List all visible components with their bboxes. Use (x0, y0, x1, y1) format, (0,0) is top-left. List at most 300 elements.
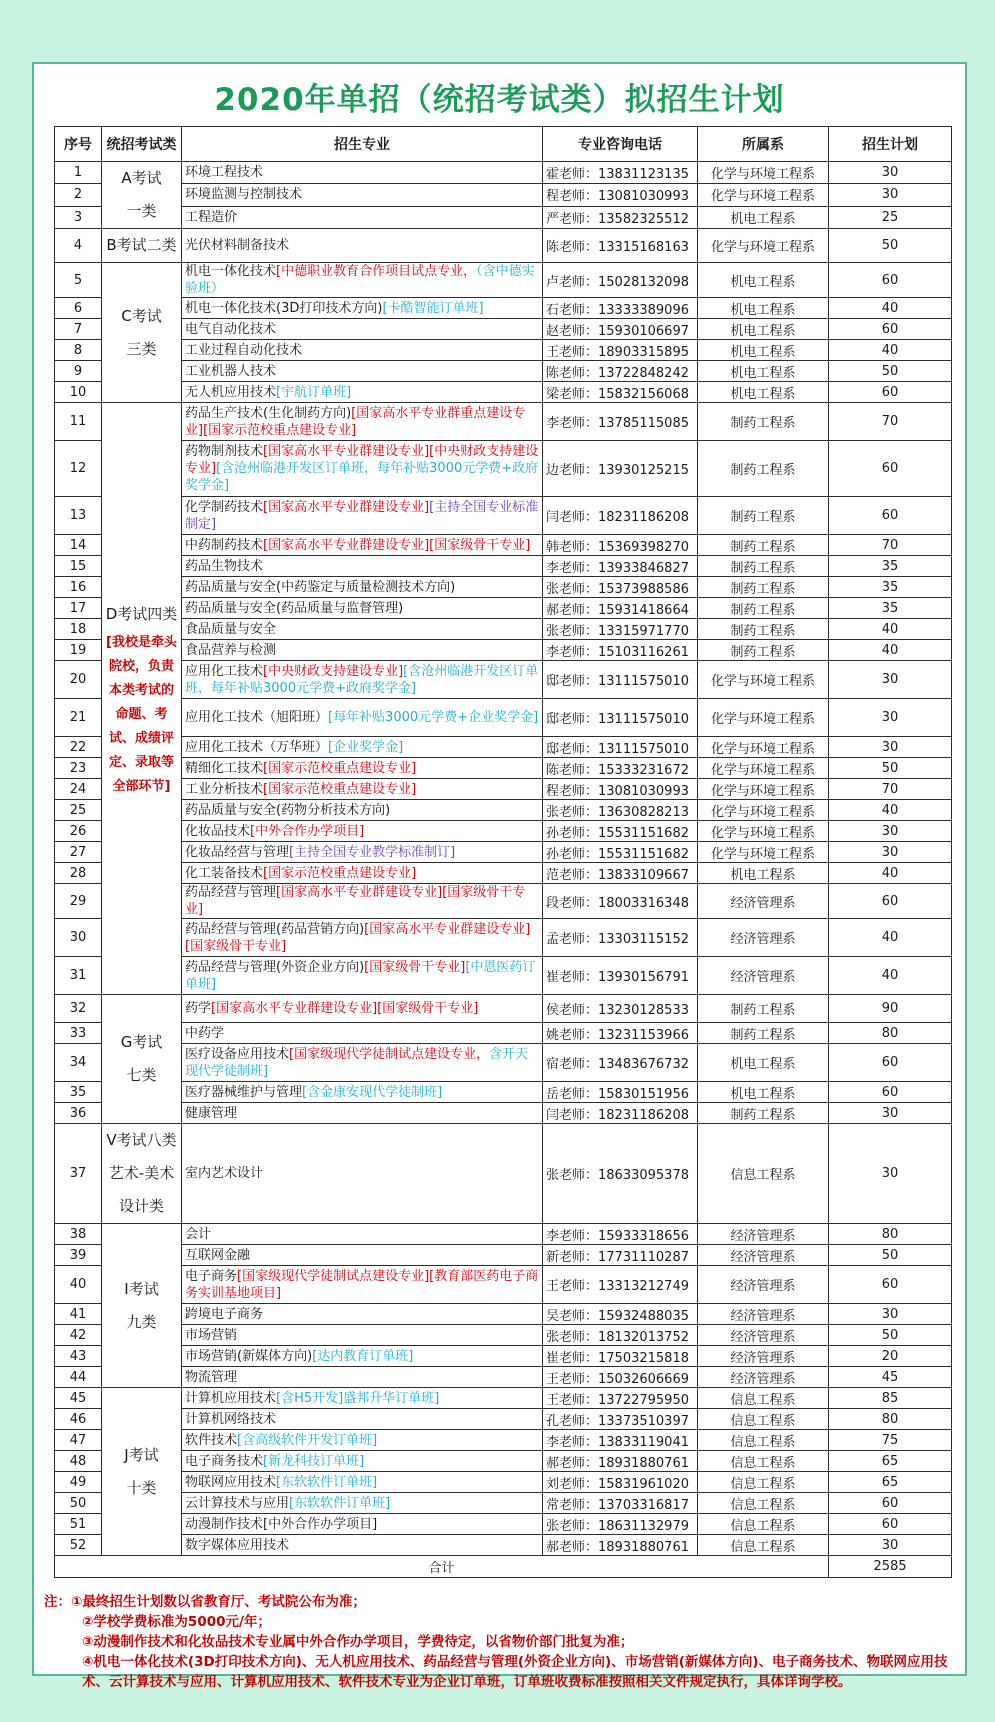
contact-phone: 郝老师：18931880761 (543, 1451, 698, 1472)
major-note: [国家高水平专业群建设专业] (263, 499, 430, 515)
major-note: [国家高水平专业群建设专业][国家级骨干专业] (211, 1001, 479, 1016)
contact-phone: 赵老师：15930106697 (543, 319, 698, 340)
major-cell (182, 699, 543, 737)
major-cell (182, 1346, 543, 1367)
contact-phone: 张老师：13315971770 (543, 619, 698, 640)
contact-phone: 孔老师：13373510397 (543, 1409, 698, 1430)
major-name: 精细化工技术 (185, 760, 264, 776)
row-number: 20 (55, 661, 102, 699)
major-cell (182, 535, 543, 556)
row-number: 7 (55, 319, 102, 340)
major-name: 室内艺术设计 (185, 1166, 264, 1181)
major-name: 应用化工技术（万华班） (185, 739, 329, 755)
note-3: ③动漫制作技术和化妆品技术专业属中外合作办学项目，学费待定，以省物价部门批复为准； (82, 1634, 634, 1650)
department: 制药工程系 (698, 577, 829, 598)
row-number: 37 (55, 1124, 102, 1224)
category-label: D考试四类 (105, 605, 178, 623)
table-row (55, 1266, 952, 1304)
row-number: 39 (55, 1245, 102, 1266)
row-number: 48 (55, 1451, 102, 1472)
department: 经济管理系 (698, 1325, 829, 1346)
contact-phone: 王老师：15032606669 (543, 1367, 698, 1388)
contact-phone: 崔老师：17503215818 (543, 1346, 698, 1367)
major-name: 化工装备技术 (185, 865, 264, 881)
major-cell (182, 441, 543, 497)
row-number: 34 (55, 1044, 102, 1082)
row-number: 4 (55, 229, 102, 263)
major-note: [含高级软件开发订单班] (237, 1432, 378, 1448)
plan-count: 20 (829, 1346, 952, 1367)
contact-phone: 李老师：15933318656 (543, 1224, 698, 1245)
category-label: 七类 (126, 1066, 157, 1084)
row-number: 15 (55, 556, 102, 577)
department: 制药工程系 (698, 598, 829, 619)
plan-count: 30 (829, 661, 952, 699)
category-note: 命题、考 (115, 707, 168, 722)
category-label: 一类 (126, 202, 157, 220)
contact-phone: 段老师：18003316348 (543, 884, 698, 919)
contact-phone: 张老师：18631132979 (543, 1514, 698, 1535)
row-number: 31 (55, 957, 102, 995)
department: 机电工程系 (698, 382, 829, 403)
department: 机电工程系 (698, 206, 829, 228)
plan-count: 30 (829, 699, 952, 737)
plan-count: 30 (829, 821, 952, 842)
table-row (55, 1430, 952, 1451)
plan-count: 30 (829, 1304, 952, 1325)
category-cell (102, 162, 182, 229)
major-name: 光伏材料制备技术 (185, 238, 290, 253)
major-name: 化妆品技术 (185, 823, 251, 839)
major-note: [宇航订单班] (276, 384, 352, 400)
department: 信息工程系 (698, 1124, 829, 1224)
department: 化学与环境工程系 (698, 184, 829, 206)
department: 制药工程系 (698, 619, 829, 640)
major-name: 数字媒体应用技术 (185, 1537, 290, 1553)
plan-count: 80 (829, 1224, 952, 1245)
plan-count: 35 (829, 577, 952, 598)
plan-count: 35 (829, 556, 952, 577)
major-note: 含开天现代学徒制班] (185, 1046, 529, 1079)
table-row (55, 340, 952, 361)
plan-count: 70 (829, 779, 952, 800)
plan-count: 75 (829, 1430, 952, 1451)
contact-phone: 姚老师：13231153966 (543, 1023, 698, 1044)
department: 制药工程系 (698, 441, 829, 497)
major-cell (182, 162, 543, 184)
row-number: 19 (55, 640, 102, 661)
department: 经济管理系 (698, 957, 829, 995)
department: 信息工程系 (698, 1451, 829, 1472)
plan-count: 30 (829, 162, 952, 184)
plan-count: 65 (829, 1472, 952, 1493)
plan-count: 50 (829, 229, 952, 263)
category-note: [我校是牵头 (106, 635, 177, 650)
plan-count: 30 (829, 842, 952, 863)
row-number: 38 (55, 1224, 102, 1245)
contact-phone: 岳老师：15830151956 (543, 1082, 698, 1103)
major-note: [国家高水平专业群建设专业][国家级骨干专业] (185, 921, 531, 954)
header-category: 统招考试类 (102, 127, 182, 162)
contact-phone: 邸老师：13111575010 (543, 737, 698, 758)
contact-phone: 韩老师：15369398270 (543, 535, 698, 556)
plan-count: 60 (829, 319, 952, 340)
major-note: [卡酷智能订单班] (382, 300, 484, 316)
department: 信息工程系 (698, 1472, 829, 1493)
row-number: 24 (55, 779, 102, 800)
table-row (55, 995, 952, 1023)
plan-count: 40 (829, 800, 952, 821)
major-name: 药品生产技术(生化制药方向) (185, 405, 352, 421)
major-note: （含中德实验班） (185, 264, 535, 296)
department: 信息工程系 (698, 1514, 829, 1535)
major-cell (182, 298, 543, 319)
major-cell (182, 821, 543, 842)
row-number: 26 (55, 821, 102, 842)
major-name: 健康管理 (185, 1105, 238, 1121)
department: 信息工程系 (698, 1535, 829, 1556)
plan-count: 60 (829, 263, 952, 298)
department: 机电工程系 (698, 319, 829, 340)
table-row (55, 298, 952, 319)
department: 信息工程系 (698, 1409, 829, 1430)
major-cell (182, 497, 543, 535)
major-name: 市场营销(新媒体方向) (185, 1348, 313, 1364)
plan-count: 60 (829, 382, 952, 403)
contact-phone: 陈老师：13722848242 (543, 361, 698, 382)
table-row (55, 403, 952, 441)
department: 化学与环境工程系 (698, 229, 829, 263)
major-cell (182, 1103, 543, 1124)
category-label: A考试 (121, 169, 162, 187)
table-row (55, 577, 952, 598)
plan-count: 65 (829, 1451, 952, 1472)
major-cell (182, 206, 543, 228)
contact-phone: 王老师：13313212749 (543, 1266, 698, 1304)
major-cell (182, 863, 543, 884)
table-row (55, 441, 952, 497)
table-row (55, 699, 952, 737)
table-row (55, 737, 952, 758)
category-label: 三类 (126, 339, 157, 358)
table-row (55, 1535, 952, 1556)
contact-phone: 王老师：18903315895 (543, 340, 698, 361)
contact-phone: 宿老师：13483676732 (543, 1044, 698, 1082)
contact-phone: 张老师：18132013752 (543, 1325, 698, 1346)
table-row (55, 361, 952, 382)
notes (44, 1592, 954, 1692)
department: 机电工程系 (698, 340, 829, 361)
row-number: 52 (55, 1535, 102, 1556)
department: 经济管理系 (698, 1266, 829, 1304)
table-row (55, 1044, 952, 1082)
contact-phone: 常老师：13703316817 (543, 1493, 698, 1514)
major-name: 工业机器人技术 (185, 363, 277, 379)
contact-phone: 郝老师：15931418664 (543, 598, 698, 619)
major-cell (182, 361, 543, 382)
table-row (55, 842, 952, 863)
plan-card (32, 62, 967, 1690)
plan-count: 60 (829, 1493, 952, 1514)
department: 制药工程系 (698, 556, 829, 577)
department: 经济管理系 (698, 1367, 829, 1388)
table-row (55, 619, 952, 640)
row-number: 33 (55, 1023, 102, 1044)
department: 机电工程系 (698, 1082, 829, 1103)
department: 制药工程系 (698, 535, 829, 556)
row-number: 5 (55, 263, 102, 298)
plan-count: 50 (829, 361, 952, 382)
major-name: 环境工程技术 (185, 165, 264, 181)
table-row (55, 598, 952, 619)
row-number: 27 (55, 842, 102, 863)
table-row (55, 229, 952, 263)
major-name: 中药学 (185, 1025, 225, 1041)
category-note: 全部环节] (112, 779, 171, 794)
row-number: 9 (55, 361, 102, 382)
major-note: [达内教育订单班] (312, 1348, 414, 1364)
table-row (55, 1472, 952, 1493)
major-name: 机电一体化技术(3D打印技术方向) (185, 300, 383, 316)
table-header-row (55, 127, 952, 162)
major-name: 食品营养与检测 (185, 642, 277, 658)
category-label: I考试 (124, 1279, 159, 1298)
contact-phone: 侯老师：13230128533 (543, 995, 698, 1023)
major-name: 无人机应用技术 (185, 384, 277, 400)
major-note: [国家级现代学徒制试点建设专业， (289, 1046, 490, 1062)
major-cell (182, 1304, 543, 1325)
major-name: 医疗设备应用技术 (185, 1046, 290, 1062)
major-note: [中德职业教育合作项目试点专业， (276, 264, 477, 279)
plan-count: 50 (829, 1245, 952, 1266)
major-cell (182, 263, 543, 298)
major-note: [主持全国专业教学标准制订] (289, 844, 456, 860)
plan-count: 40 (829, 298, 952, 319)
header-major: 招生专业 (182, 127, 543, 162)
row-number: 25 (55, 800, 102, 821)
row-number: 21 (55, 699, 102, 737)
plan-count: 45 (829, 1367, 952, 1388)
contact-phone: 边老师：13930125215 (543, 441, 698, 497)
contact-phone: 闫老师：18231186208 (543, 497, 698, 535)
major-cell (182, 661, 543, 699)
row-number: 22 (55, 737, 102, 758)
major-name: 药物制剂技术 (185, 444, 264, 459)
major-name: 市场营销 (185, 1327, 238, 1343)
note-1: 注：①最终招生计划数以省教育厅、考试院公布为准； (44, 1594, 366, 1610)
major-name: 药品经营与管理 (185, 885, 277, 900)
major-cell (182, 1224, 543, 1245)
contact-phone: 卢老师：15028132098 (543, 263, 698, 298)
major-note: [国家示范校重点建设专业] (263, 760, 417, 776)
table-row (55, 1245, 952, 1266)
major-name: 物流管理 (185, 1369, 238, 1385)
major-name: 药品质量与安全(药品质量与监督管理) (185, 600, 404, 616)
department: 机电工程系 (698, 863, 829, 884)
plan-count: 60 (829, 441, 952, 497)
header-dept: 所属系 (698, 127, 829, 162)
major-cell (182, 842, 543, 863)
table-row (55, 1346, 952, 1367)
row-number: 14 (55, 535, 102, 556)
row-number: 45 (55, 1388, 102, 1409)
major-note: [中央财政支持建设专业] (263, 663, 404, 679)
contact-phone: 陈老师：15333231672 (543, 758, 698, 779)
major-name: 计算机网络技术 (185, 1411, 277, 1427)
major-name: 物联网应用技术 (185, 1474, 277, 1490)
row-number: 12 (55, 441, 102, 497)
plan-count: 40 (829, 863, 952, 884)
contact-phone: 严老师：13582325512 (543, 206, 698, 228)
plan-count: 60 (829, 1266, 952, 1304)
row-number: 11 (55, 403, 102, 441)
row-number: 49 (55, 1472, 102, 1493)
plan-count: 30 (829, 1535, 952, 1556)
major-cell (182, 1388, 543, 1409)
major-cell (182, 184, 543, 206)
contact-phone: 新老师：17731110287 (543, 1245, 698, 1266)
major-cell (182, 619, 543, 640)
major-note: [国家示范校重点建设专业] (263, 865, 417, 881)
row-number: 18 (55, 619, 102, 640)
table-row (55, 1493, 952, 1514)
major-cell (182, 995, 543, 1023)
plan-count: 25 (829, 206, 952, 228)
major-cell (182, 556, 543, 577)
major-cell (182, 577, 543, 598)
major-name: 互联网金融 (185, 1247, 251, 1263)
department: 经济管理系 (698, 919, 829, 957)
major-name: 药品经营与管理(药品营销方向) (185, 921, 365, 937)
plan-count: 60 (829, 497, 952, 535)
contact-phone: 孙老师：15531151682 (543, 821, 698, 842)
major-cell (182, 957, 543, 995)
contact-phone: 石老师：13333389096 (543, 298, 698, 319)
row-number: 28 (55, 863, 102, 884)
table-row (55, 1367, 952, 1388)
row-number: 41 (55, 1304, 102, 1325)
category-label: G考试 (120, 1033, 163, 1051)
plan-count: 90 (829, 995, 952, 1023)
category-cell (102, 263, 182, 403)
major-note: [国家高水平专业群重点建设专业][国家示范校重点建设专业] (185, 405, 526, 438)
major-name: 计算机应用技术 (185, 1390, 277, 1406)
major-note: [企业奖学金] (328, 739, 404, 755)
department: 机电工程系 (698, 1044, 829, 1082)
contact-phone: 邸老师：13111575010 (543, 699, 698, 737)
category-note: 试、成绩评 (108, 731, 174, 746)
major-note: [新龙科技订单班] (263, 1453, 365, 1469)
table-row (55, 800, 952, 821)
major-cell (182, 640, 543, 661)
row-number: 29 (55, 884, 102, 919)
category-cell (102, 1388, 182, 1556)
row-number: 32 (55, 995, 102, 1023)
table-row (55, 184, 952, 206)
table-row (55, 497, 952, 535)
header-plan: 招生计划 (829, 127, 952, 162)
table-row (55, 884, 952, 919)
department: 信息工程系 (698, 1430, 829, 1451)
major-note: [每年补贴3000元学费+企业奖学金] (328, 710, 539, 725)
table-row (55, 1023, 952, 1044)
header-no: 序号 (55, 127, 102, 162)
major-cell (182, 1430, 543, 1451)
major-cell (182, 800, 543, 821)
category-note: 本类考试的 (108, 683, 174, 698)
category-label: V考试八类 (106, 1131, 177, 1149)
table-row (55, 957, 952, 995)
major-name: 工业分析技术 (185, 781, 264, 797)
category-note: 定、录取等 (108, 755, 174, 770)
department: 制药工程系 (698, 995, 829, 1023)
major-note: [中恩医药订单班] (185, 959, 536, 992)
row-number: 16 (55, 577, 102, 598)
plan-count: 60 (829, 884, 952, 919)
row-number: 50 (55, 1493, 102, 1514)
major-cell (182, 319, 543, 340)
major-note: [国家高水平专业群建设专业][国家级骨干专业] (263, 537, 531, 553)
contact-phone: 闫老师：18231186208 (543, 1103, 698, 1124)
major-cell (182, 1493, 543, 1514)
major-name: 动漫制作技术[中外合作办学项目] (185, 1516, 378, 1532)
table-row (55, 556, 952, 577)
department: 经济管理系 (698, 884, 829, 919)
plan-count: 70 (829, 535, 952, 556)
contact-phone: 张老师：18633095378 (543, 1124, 698, 1224)
department: 制药工程系 (698, 403, 829, 441)
major-cell (182, 758, 543, 779)
note-4: ④机电一体化技术(3D打印技术方向)、无人机应用技术、药品经营与管理(外资企业方向)、市场营销(新媒体方向)、电子商务技术、物联网应用技术、云计算技术与应用、计算机应用技术、软件技术专业为企业订单班，订单班收费标准按照相关文件规定执行，具体详询学校。 (82, 1654, 948, 1690)
category-note: 院校，负责 (108, 659, 174, 674)
major-cell (182, 1245, 543, 1266)
major-note: [东软软件订单班] (289, 1495, 391, 1511)
contact-phone: 李老师：13785115085 (543, 403, 698, 441)
table-row (55, 821, 952, 842)
contact-phone: 李老师：13933846827 (543, 556, 698, 577)
table-row (55, 1451, 952, 1472)
table-row (55, 162, 952, 184)
major-note: [含金康安现代学徒制班] (302, 1084, 443, 1100)
department: 化学与环境工程系 (698, 737, 829, 758)
table-row (55, 1409, 952, 1430)
category-label: 艺术-美术 (108, 1164, 175, 1182)
department: 信息工程系 (698, 1493, 829, 1514)
major-cell (182, 919, 543, 957)
major-name: 工业过程自动化技术 (185, 342, 303, 358)
table-row (55, 758, 952, 779)
table-row (55, 319, 952, 340)
row-number: 46 (55, 1409, 102, 1430)
major-name: 药品质量与安全(中药鉴定与质量检测技术方向) (185, 579, 456, 595)
major-cell (182, 1325, 543, 1346)
plan-count: 80 (829, 1409, 952, 1430)
contact-phone: 霍老师：13831123135 (543, 162, 698, 184)
row-number: 3 (55, 206, 102, 228)
category-label: C考试 (121, 306, 162, 325)
department: 信息工程系 (698, 1388, 829, 1409)
row-number: 6 (55, 298, 102, 319)
category-cell (102, 1124, 182, 1224)
contact-phone: 郝老师：18931880761 (543, 1535, 698, 1556)
department: 化学与环境工程系 (698, 779, 829, 800)
major-cell (182, 1535, 543, 1556)
major-note: [国家示范校重点建设专业] (263, 781, 417, 797)
plan-count: 60 (829, 1044, 952, 1082)
major-name: 应用化工技术 (185, 663, 264, 679)
table-row (55, 263, 952, 298)
major-name: 药品经营与管理(外资企业方向) (185, 959, 365, 975)
